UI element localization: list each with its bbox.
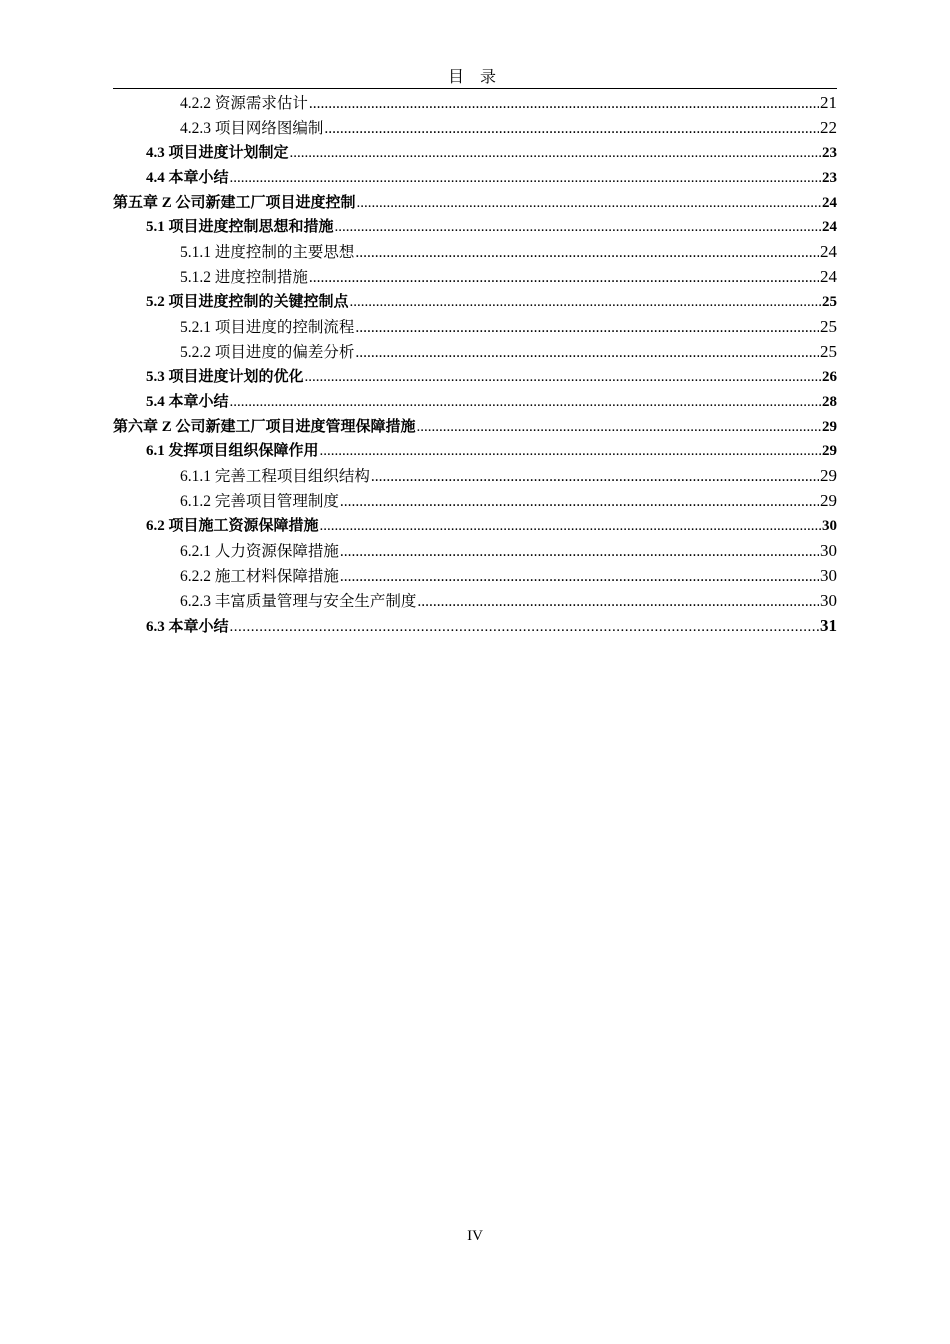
toc-entry-page-number: 21	[820, 93, 837, 112]
toc-entry-title: 6.3 本章小结	[146, 618, 229, 635]
toc-entry[interactable]	[113, 439, 837, 464]
toc-dot-leader	[290, 141, 821, 165]
toc-dot-leader	[355, 241, 819, 265]
toc-entry-title: 4.2.2 资源需求估计	[180, 95, 308, 112]
toc-entry-title: 4.2.3 项目网络图编制	[180, 119, 324, 137]
toc-entry-page-number: 29	[822, 418, 837, 435]
toc-entry[interactable]	[113, 166, 837, 191]
toc-entry-page-number: 25	[820, 317, 837, 337]
toc-dot-leader	[230, 166, 821, 190]
toc-entry-page-number: 30	[820, 565, 837, 585]
toc-entry-title: 第五章 Z 公司新建工厂项目进度控制	[113, 194, 356, 211]
toc-entry-title: 5.1.1 进度控制的主要思想	[180, 244, 355, 262]
toc-entry[interactable]	[113, 539, 837, 564]
toc-entry[interactable]	[113, 91, 837, 116]
toc-entry-title: 6.1.2 完善项目管理制度	[180, 493, 339, 511]
toc-dot-leader	[355, 316, 819, 340]
toc-dot-leader	[340, 565, 819, 589]
page-header-title: 目 录	[447, 69, 502, 86]
toc-entry-title: 6.2.3 丰富质量管理与安全生产制度	[180, 592, 417, 610]
toc-dot-leader	[371, 465, 819, 489]
toc-entry-page-number: 24	[822, 194, 837, 211]
toc-entry-title: 4.4 本章小结	[146, 169, 229, 186]
toc-entry-title: 5.2.1 项目进度的控制流程	[180, 319, 355, 337]
toc-entry-page-number: 31	[820, 615, 837, 635]
toc-dot-leader	[230, 390, 821, 414]
toc-entry-title: 5.1.2 进度控制措施	[180, 269, 308, 287]
toc-dot-leader	[355, 341, 819, 365]
toc-entry-title: 6.1.1 完善工程项目组织结构	[180, 468, 370, 486]
toc-entry[interactable]	[113, 290, 837, 315]
toc-entry[interactable]	[113, 340, 837, 365]
toc-entry-title: 5.1 项目进度控制思想和措施	[146, 219, 334, 236]
toc-entry-title: 6.2 项目施工资源保障措施	[146, 518, 319, 535]
toc-dot-leader	[309, 92, 819, 116]
toc-dot-leader	[350, 290, 821, 314]
toc-entry-title: 5.4 本章小结	[146, 393, 229, 410]
toc-entry-page-number: 24	[820, 267, 837, 287]
toc-entry[interactable]	[113, 141, 837, 166]
toc-entry-page-number: 22	[820, 117, 837, 137]
page-number: IV	[467, 1228, 483, 1244]
toc-dot-leader	[417, 415, 821, 439]
toc-entry-page-number: 25	[822, 294, 837, 311]
toc-entry-title: 4.3 项目进度计划制定	[146, 144, 289, 161]
toc-entry[interactable]	[113, 415, 837, 440]
toc-entry-page-number: 23	[822, 169, 837, 186]
toc-dot-leader	[324, 117, 819, 141]
toc-entry-page-number: 28	[822, 393, 837, 410]
toc-dot-leader	[309, 266, 819, 290]
header-divider	[113, 88, 837, 89]
toc-entry-page-number: 26	[822, 368, 837, 385]
toc-entry-title: 5.3 项目进度计划的优化	[146, 368, 304, 385]
toc-entry-page-number: 24	[822, 219, 837, 236]
toc-entry-page-number: 24	[820, 242, 837, 262]
toc-entry[interactable]	[113, 215, 837, 240]
toc-entry-page-number: 23	[822, 144, 837, 161]
toc-entry[interactable]	[113, 240, 837, 265]
toc-dot-leader	[305, 365, 821, 389]
toc-entry[interactable]	[113, 315, 837, 340]
toc-entry[interactable]	[113, 564, 837, 589]
toc-dot-leader	[340, 540, 819, 564]
toc-entry[interactable]	[113, 116, 837, 141]
toc-entry-title: 6.2.2 施工材料保障措施	[180, 567, 339, 585]
toc-entry[interactable]	[113, 464, 837, 489]
toc-entry-title: 6.1 发挥项目组织保障作用	[146, 443, 319, 460]
toc-entry-page-number: 30	[820, 541, 837, 561]
toc-dot-leader	[320, 514, 821, 538]
toc-entry-page-number: 29	[820, 466, 837, 486]
toc-entry-page-number: 30	[822, 518, 837, 535]
toc-entry[interactable]	[113, 514, 837, 539]
toc-entry-page-number: 30	[820, 590, 837, 610]
toc-dot-leader	[320, 439, 821, 463]
toc-entry[interactable]	[113, 489, 837, 514]
toc-entry[interactable]	[113, 390, 837, 415]
toc-entry-title: 5.2.2 项目进度的偏差分析	[180, 343, 355, 361]
toc-dot-leader	[357, 191, 821, 215]
toc-dot-leader	[340, 490, 819, 514]
toc-entry[interactable]	[113, 589, 837, 614]
table-of-contents	[113, 91, 837, 639]
toc-dot-leader	[417, 590, 819, 614]
toc-dot-leader	[230, 615, 819, 639]
toc-entry[interactable]	[113, 614, 837, 639]
toc-entry[interactable]	[113, 265, 837, 290]
toc-entry-title: 第六章 Z 公司新建工厂项目进度管理保障措施	[113, 418, 416, 435]
toc-entry-title: 5.2 项目进度控制的关键控制点	[146, 294, 349, 311]
toc-entry[interactable]	[113, 191, 837, 216]
toc-dot-leader	[335, 215, 821, 239]
toc-entry-page-number: 29	[822, 443, 837, 460]
toc-entry-page-number: 29	[820, 491, 837, 511]
toc-entry-title: 6.2.1 人力资源保障措施	[180, 543, 339, 561]
toc-entry[interactable]	[113, 365, 837, 390]
toc-entry-page-number: 25	[820, 341, 837, 361]
